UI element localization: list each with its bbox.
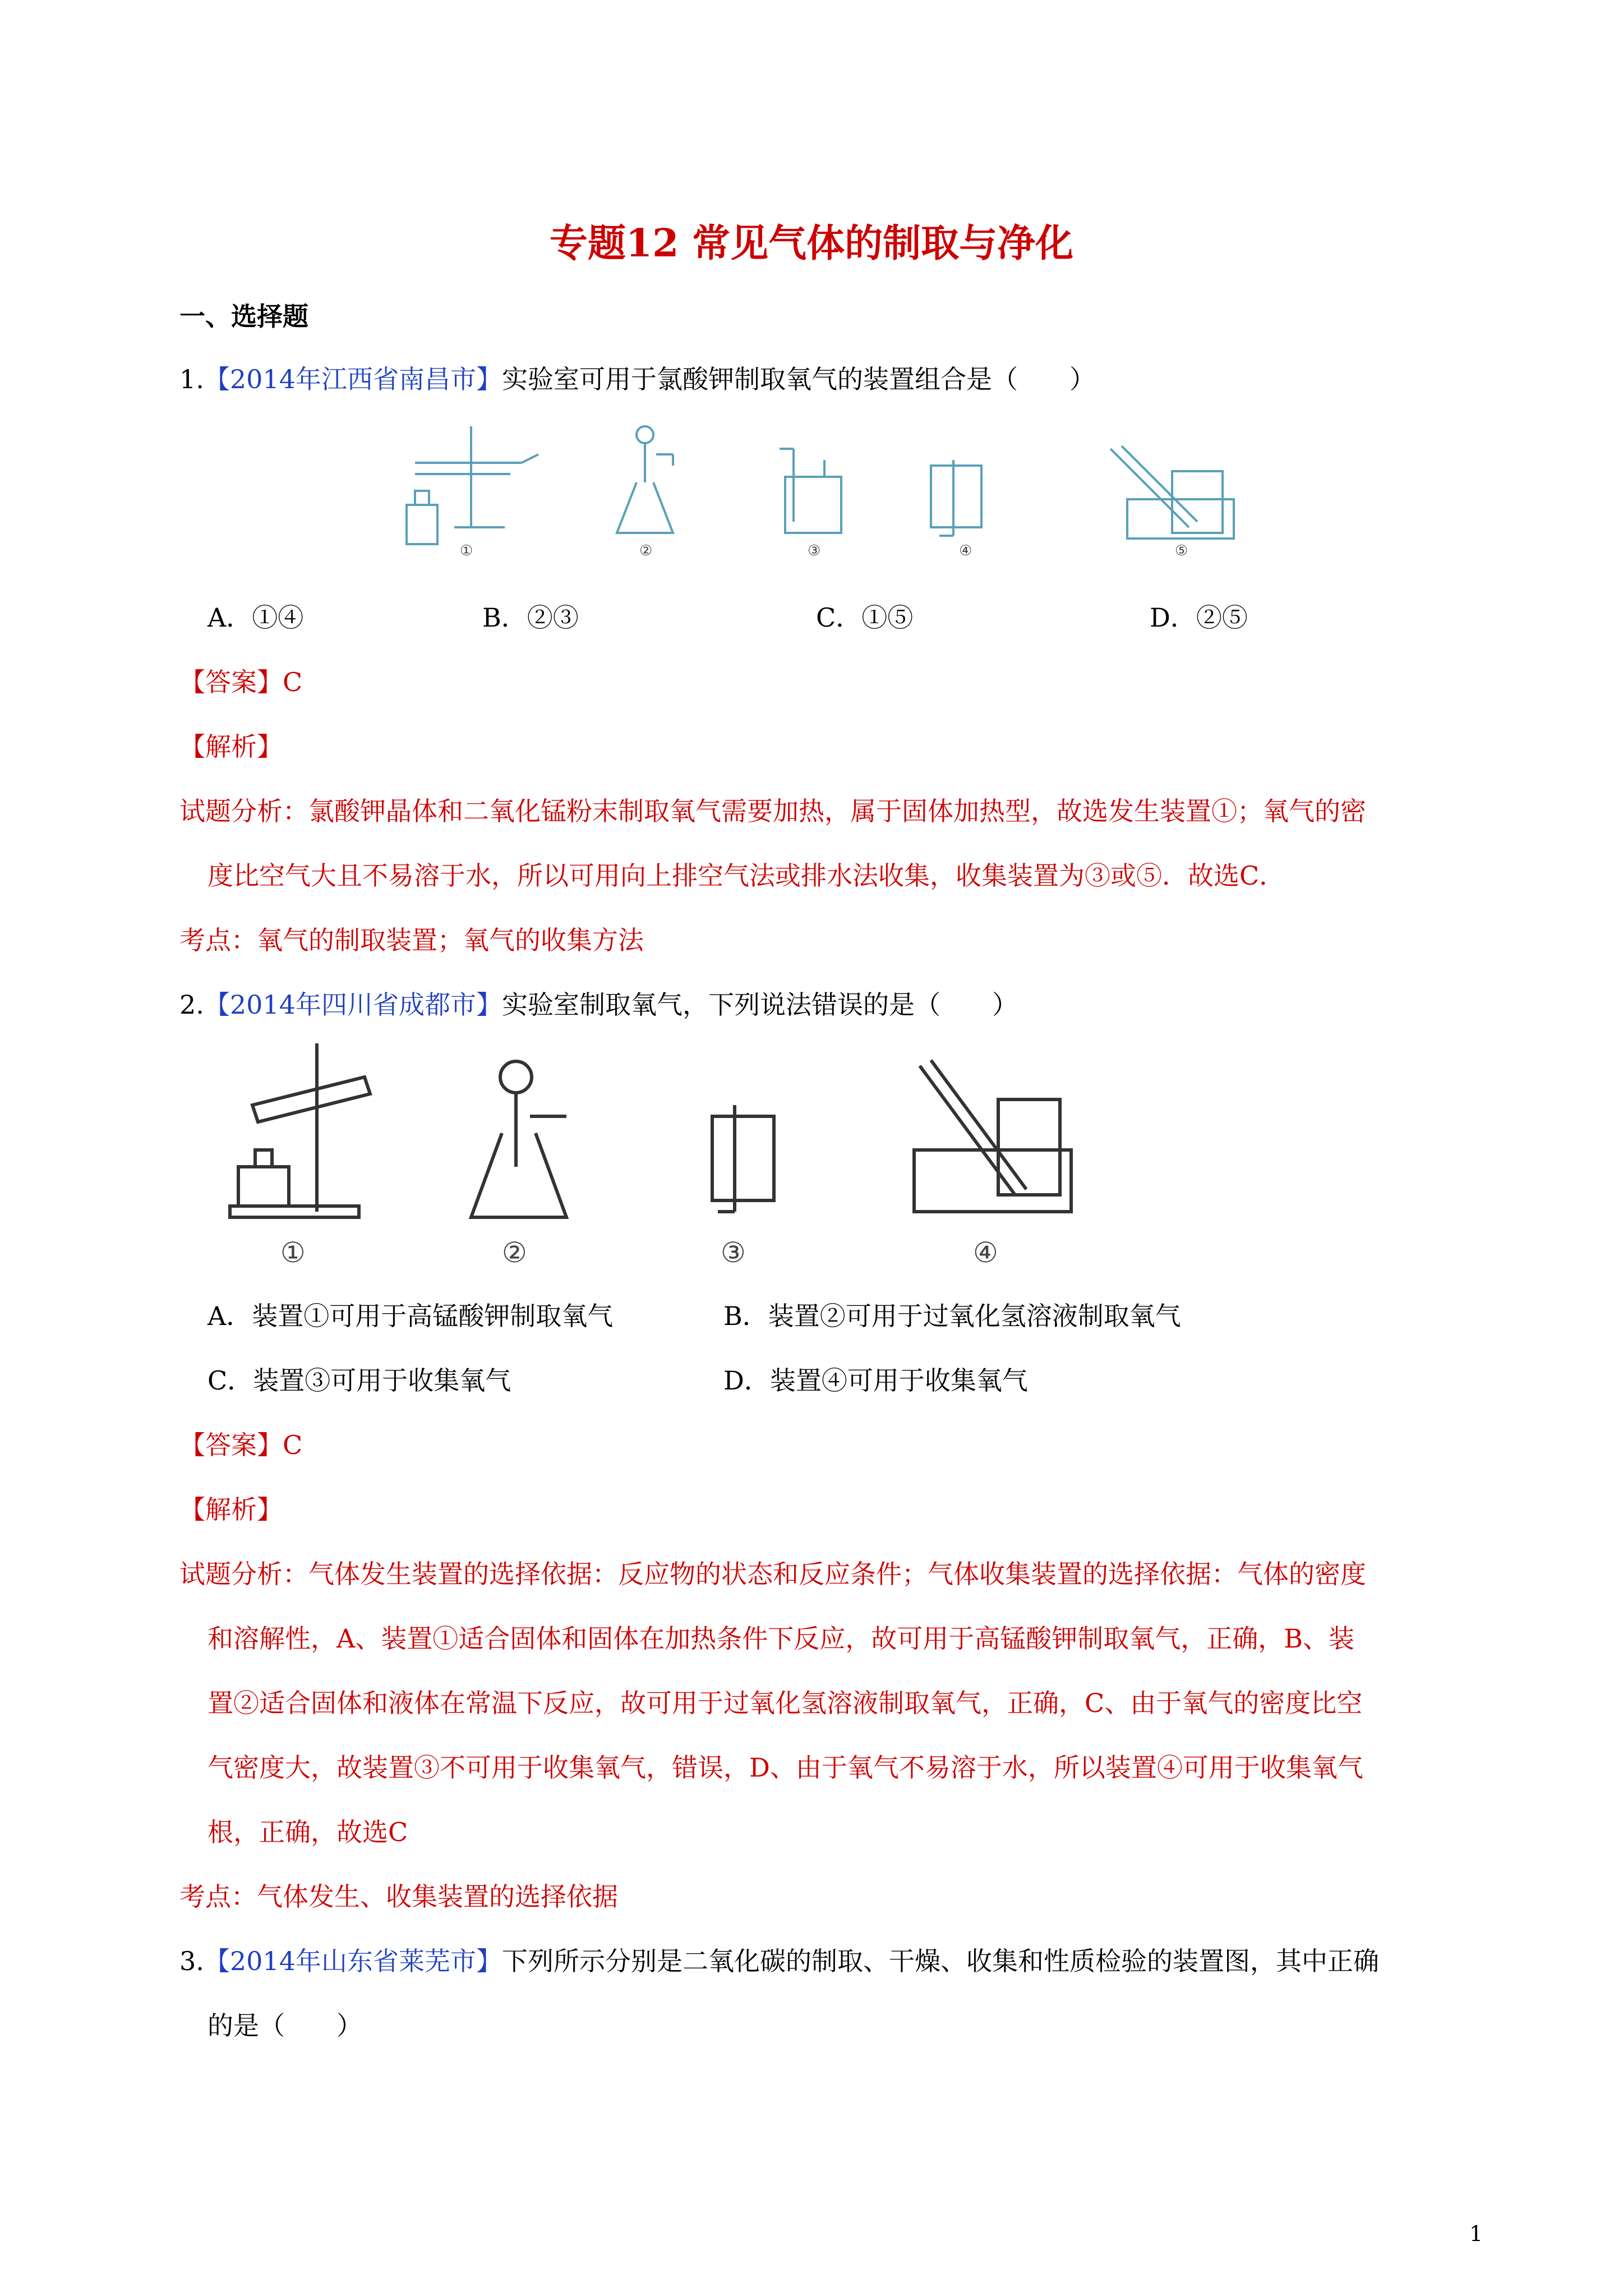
apparatus-2-figure [471, 1061, 566, 1269]
analysis-line: 试题分析：氯酸钾晶体和二氧化锰粉末制取氧气需要加热，属于固体加热型，故选发生装置①；氧气的密 [179, 796, 1366, 826]
analysis-line: 试题分析：气体发生装置的选择依据：反应物的状态和反应条件；气体收集装置的选择依据：气体的密度 [179, 1559, 1366, 1589]
document-title: 专题12 常见气体的制取与净化 [549, 221, 1074, 266]
option-d: D．装置④可用于收集氧气 [723, 1365, 1028, 1396]
question-number: 1. [179, 364, 204, 394]
q1-apparatus-figure [393, 415, 1267, 567]
q2-apparatus-figure [224, 1038, 1234, 1273]
answer-line [179, 662, 302, 699]
question-2 [179, 984, 1018, 1022]
apparatus-2-figure [617, 426, 673, 559]
answer-tag: 【答案】 [179, 667, 283, 697]
figure-label: ① [280, 1236, 306, 1269]
question-number: 2. [179, 990, 204, 1020]
kaodian-line: 考点：氧气的制取装置；氧气的收集方法 [179, 925, 644, 955]
option-b: B．②③ [482, 602, 579, 633]
figure-label: ② [502, 1236, 527, 1269]
analysis-line: 气密度大，故装置③不可用于收集氧气，错误，D、由于氧气不易溶于水，所以装置④可用于收集氧气 [208, 1752, 1363, 1783]
apparatus-1-figure [407, 426, 538, 559]
apparatus-5-figure [1110, 446, 1234, 559]
figure-label: ① [460, 542, 473, 559]
apparatus-3-figure [780, 449, 841, 559]
question-1 [179, 359, 1095, 396]
answer-tag: 【答案】 [179, 1430, 283, 1460]
section-heading: 一、选择题 [179, 301, 308, 332]
option-c: C．①⑤ [816, 602, 914, 633]
figure-label: ③ [721, 1236, 746, 1269]
analysis-line: 根，正确，故选C [208, 1817, 408, 1847]
answer-value: C [283, 1430, 303, 1460]
apparatus-1-figure [230, 1043, 370, 1269]
kaodian-line: 考点：气体发生、收集装置的选择依据 [179, 1881, 618, 1912]
analysis-line: 度比空气大且不易溶于水，所以可用向上排空气法或排水法收集，收集装置为③或⑤．故选C． [208, 861, 1285, 891]
analysis-line: 置②适合固体和液体在常温下反应，故可用于过氧化氢溶液制取氧气，正确，C、由于氧气的密度比空 [208, 1688, 1363, 1718]
analysis-tag: 【解析】 [179, 1494, 283, 1525]
figure-label: ④ [959, 542, 972, 559]
figure-label: ③ [808, 542, 821, 559]
question-source: 【2014年四川省成都市】 [204, 990, 502, 1020]
option-c: C．装置③可用于收集氧气 [208, 1365, 511, 1396]
option-a: A．装置①可用于高锰酸钾制取氧气 [208, 1301, 614, 1331]
figure-label: ⑤ [1175, 542, 1188, 559]
option-b: B．装置②可用于过氧化氢溶液制取氧气 [723, 1301, 1181, 1331]
apparatus-4-figure [914, 1060, 1071, 1269]
answer-value: C [283, 667, 303, 697]
answer-line [179, 1425, 302, 1462]
option-a: A．①④ [208, 602, 304, 633]
question-stem: 实验室制取氧气，下列说法错误的是（ ） [501, 990, 1018, 1020]
page-number: 1 [1469, 2221, 1483, 2246]
option-d: D．②⑤ [1150, 602, 1248, 633]
analysis-line: 和溶解性，A、装置①适合固体和固体在加热条件下反应，故可用于高锰酸钾制取氧气，正确，B、装 [208, 1623, 1355, 1654]
question-stem-continued: 的是（ ） [208, 2010, 362, 2041]
figure-label: ④ [973, 1236, 998, 1269]
question-stem: 实验室可用于氯酸钾制取氧气的装置组合是（ ） [501, 364, 1095, 394]
figure-label: ② [639, 542, 653, 559]
question-stem: 下列所示分别是二氧化碳的制取、干燥、收集和性质检验的装置图，其中正确 [501, 1946, 1379, 1976]
question-source: 【2014年山东省莱芜市】 [204, 1946, 502, 1976]
analysis-tag: 【解析】 [179, 731, 283, 762]
question-number: 3. [179, 1946, 204, 1976]
apparatus-4-figure [931, 460, 981, 559]
apparatus-3-figure [712, 1105, 774, 1269]
question-3 [179, 1941, 1379, 1978]
question-source: 【2014年江西省南昌市】 [204, 364, 502, 394]
